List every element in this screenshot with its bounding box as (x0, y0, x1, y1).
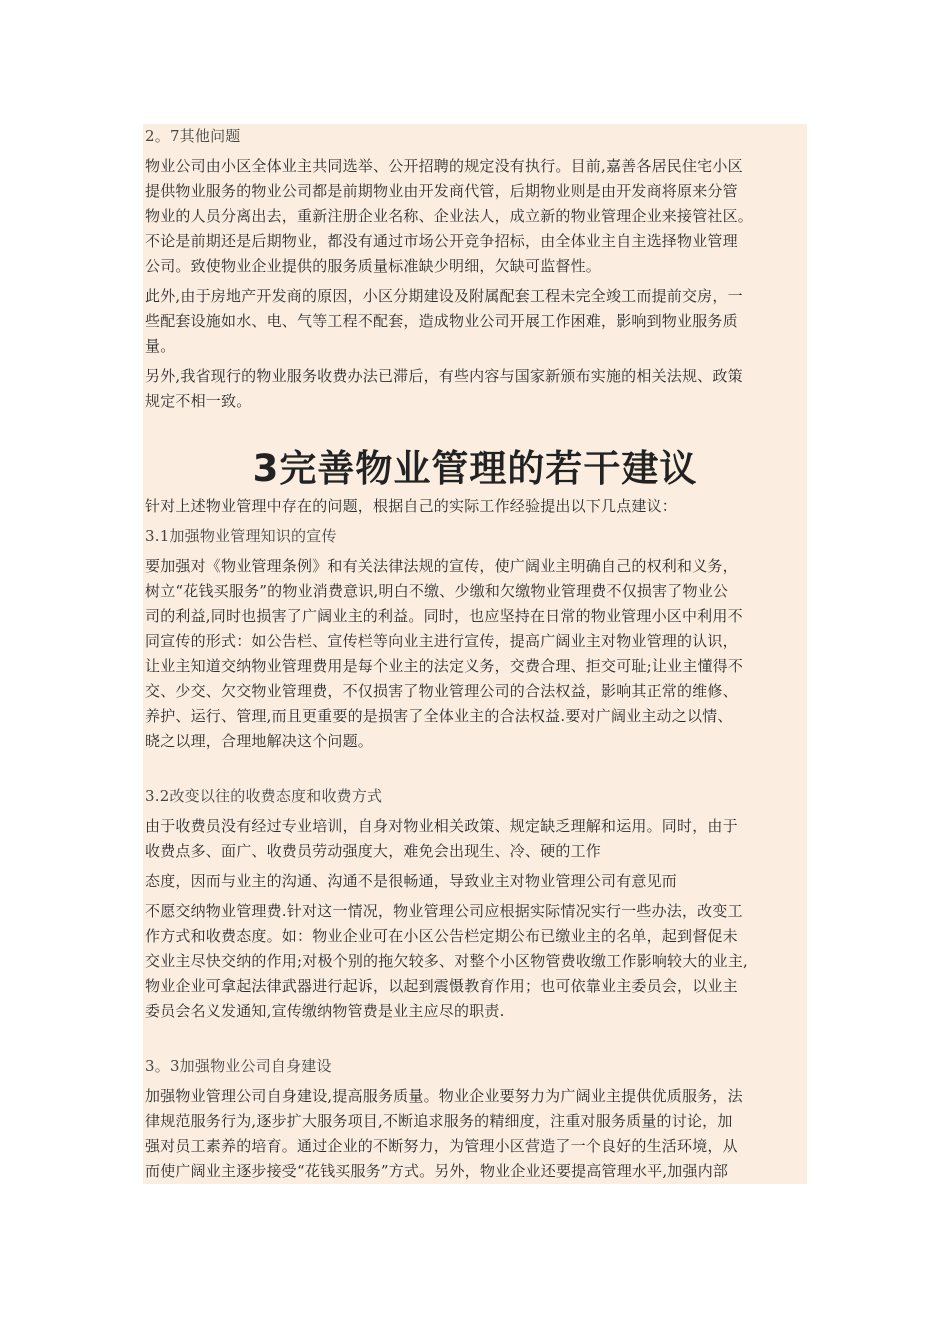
paragraph-line: 些配套设施如水、电、气等工程不配套，造成物业公司开展工作困难，影响到物业服务质 (145, 312, 738, 330)
paragraph-line: 物业公司由小区全体业主共同选举、公开招聘的规定没有执行。目前,嘉善各居民住宅小区 (145, 157, 743, 175)
section-2-7 (143, 124, 807, 444)
paragraph-line: 树立“花钱买服务”的物业消费意识,明白不缴、少缴和欠缴物业管理费不仅损害了物业公 (145, 582, 729, 600)
section-3-1-paragraph-1 (143, 554, 807, 754)
paragraph-line: 由于收费员没有经过专业培训，自身对物业相关政策、规定缺乏理解和运用。同时，由于 (145, 817, 738, 835)
paragraph-line: 态度，因而与业主的沟通、沟通不是很畅通，导致业主对物业管理公司有意见而 (145, 872, 678, 890)
paragraph-line: 此外,由于房地产开发商的原因，小区分期建设及附属配套工程未完全竣工而提前交房，一 (145, 287, 743, 305)
section-2-7-paragraph-2 (143, 284, 807, 359)
paragraph-line: 提供物业服务的物业公司都是前期物业由开发商代管，后期物业则是由开发商将原来分管 (145, 182, 738, 200)
section-2-7-paragraph-1 (143, 154, 807, 279)
paragraph-line: 强对员工素养的培育。通过企业的不断努力，为管理小区营造了一个良好的生活环境，从 (145, 1137, 738, 1155)
paragraph-line: 加强物业管理公司自身建设,提高服务质量。物业企业要努力为广阔业主提供优质服务，法 (145, 1087, 743, 1105)
paragraph-line: 晓之以理，合理地解决这个问题。 (145, 732, 374, 750)
paragraph-line: 司的利益,同时也损害了广阔业主的利益。同时，也应坚持在日常的物业管理小区中利用不 (145, 607, 743, 625)
section-3-2-heading: 3.2改变以往的收费态度和收费方式 (145, 787, 383, 805)
section-2-7-heading: 2。7其他问题 (145, 127, 241, 145)
paragraph-line: 委员会名义发通知,宣传缴纳物管费是业主应尽的职责. (145, 1002, 505, 1020)
paragraph-line: 要加强对《物业管理条例》和有关法律法规的宣传，使广阔业主明确自己的权利和义务， (145, 557, 738, 575)
paragraph-line: 公司。致使物业企业提供的服务质量标准缺少明细，欠缺可监督性。 (145, 257, 602, 275)
paragraph-line: 另外,我省现行的物业服务收费办法已滞后，有些内容与国家新颁布实施的相关法规、政策 (145, 367, 743, 385)
section-3-2-paragraph-2 (143, 869, 807, 894)
section-3-2 (143, 784, 807, 1054)
paragraph-line: 让业主知道交纳物业管理费用是每个业主的法定义务，交费合理、拒交可耻;让业主懂得不 (145, 657, 744, 675)
section-2-7-paragraph-3 (143, 364, 807, 414)
paragraph-line: 律规范服务行为,逐步扩大服务项目,不断追求服务的精细度，注重对服务质量的讨论，加 (145, 1112, 733, 1130)
section-3-3 (143, 1054, 807, 1184)
section-3-1 (143, 524, 807, 784)
section-3-3-heading: 3。3加强物业公司自身建设 (145, 1057, 332, 1075)
chapter-3-title: 3完善物业管理的若干建议 (143, 444, 807, 494)
section-3-3-paragraph-1 (143, 1084, 807, 1184)
paragraph-line: 不愿交纳物业管理费.针对这一情况，物业管理公司应根据实际情况实行一些办法，改变工 (145, 902, 743, 920)
paragraph-line: 规定不相一致。 (145, 392, 252, 410)
paragraph-line: 量。 (145, 337, 176, 355)
paragraph-line: 不论是前期还是后期物业，都没有通过市场公开竞争招标，由全体业主自主选择物业管理 (145, 232, 738, 250)
paragraph-line: 作方式和收费态度。如：物业企业可在小区公告栏定期公布已缴业主的名单，起到督促未 (145, 927, 738, 945)
paragraph-line: 同宣传的形式：如公告栏、宣传栏等向业主进行宣传，提高广阔业主对物业管理的认识， (145, 632, 738, 650)
section-3-2-paragraph-1 (143, 814, 807, 864)
paragraph-line: 交、少交、欠交物业管理费，不仅损害了物业管理公司的合法权益，影响其正常的维修、 (145, 682, 738, 700)
paragraph-line: 收费点多、面广、收费员劳动强度大，难免会出现生、冷、硬的工作 (145, 842, 602, 860)
paragraph-line: 物业的人员分离出去，重新注册企业名称、企业法人，成立新的物业管理企业来接管社区。 (145, 207, 754, 225)
paragraph-line: 交业主尽快交纳的作用;对极个别的拖欠较多、对整个小区物管费收缴工作影响较大的业主, (145, 952, 749, 970)
section-3-2-paragraph-3 (143, 899, 807, 1024)
paragraph-line: 养护、运行、管理,而且更重要的是损害了全体业主的合法权益.要对广阔业主动之以情、 (145, 707, 733, 725)
paragraph-line: 物业企业可拿起法律武器进行起诉，以起到震慑教育作用；也可依靠业主委员会，以业主 (145, 977, 738, 995)
chapter-3-intro: 针对上述物业管理中存在的问题，根据自己的实际工作经验提出以下几点建议： (145, 497, 678, 515)
document-page (143, 124, 807, 1184)
section-3-1-heading: 3.1加强物业管理知识的宣传 (145, 527, 337, 545)
paragraph-line: 而使广阔业主逐步接受“花钱买服务”方式。另外，物业企业还要提高管理水平,加强内部 (145, 1162, 729, 1180)
